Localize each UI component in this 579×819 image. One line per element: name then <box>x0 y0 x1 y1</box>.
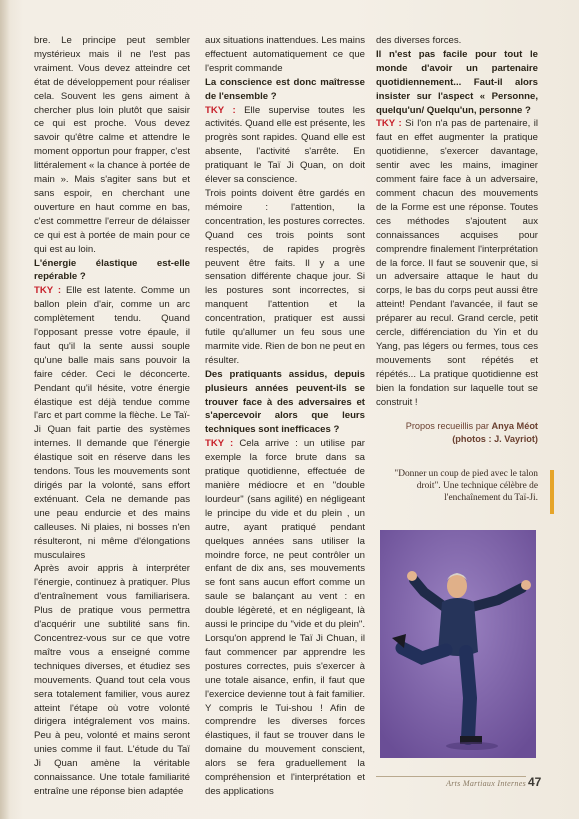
speaker-tag: TKY : <box>205 438 234 450</box>
interview-answer <box>205 437 365 799</box>
credit-author: Anya Méot <box>491 421 538 431</box>
footer-rule <box>376 776 526 777</box>
article-column-2 <box>205 34 365 799</box>
article-credit <box>376 420 538 446</box>
martial-artist-figure <box>380 530 536 758</box>
photo-caption: "Donner un coup de pied avec le talon droit". Une technique célèbre de l'enchaînement du Taï-Ji. <box>394 469 538 503</box>
speaker-tag: TKY : <box>34 285 62 297</box>
page-spine-shadow <box>0 0 10 819</box>
caption-accent-bar <box>550 470 554 514</box>
page-number: 47 <box>528 775 542 789</box>
photo-credit: (photos : J. Vayriot) <box>452 434 538 444</box>
speaker-tag: TKY : <box>376 118 402 130</box>
paragraph: des diverses forces. <box>376 35 462 46</box>
interview-question: L'énergie élastique est-elle repérable ? <box>34 257 190 283</box>
interview-question: Il n'est pas facile pour tout le monde d'avoir un partenaire quotidiennement... Faut-il alors insister sur l'aspect « Personne, quelqu'un/ Quelqu'un, personne ? <box>376 48 538 116</box>
paragraph: Après avoir appris à interpréter l'énergie, continuez à pratiquer. Plus d'entraînement vous familiarisera. Plus de pratique vous permettra d'acquérir une subtilité sans fin. Concentrez-vous sur ce que votre maître vous a enseigné comme techniques diverses, et étudiez ses mouvements. Quand tout cela vous sera totalement familier, vous aurez atteint l'étape où votre volonté dirigera intégralement vos mains. Peu à peu, volonté et mains seront unies comme il faut. L'étude du Taï Ji Quan amène la véritable connaissance. Une totale familiarité entraîne une réponse bien adaptée <box>34 563 190 797</box>
answer-text: Elle supervise toutes les activités. Quand elle est présente, les progrès sont rapides. Quand elle est absente, l'activité s'arrête. En pratiquant le Taï Ji Quan, on doit élever sa conscience. <box>205 104 366 186</box>
interview-answer <box>205 104 365 187</box>
taiji-kick-photo <box>380 530 536 758</box>
article-column-1 <box>34 34 190 799</box>
speaker-tag: TKY : <box>205 104 236 116</box>
paragraph: aux situations inattendues. Les mains effectuent automatiquement ce que l'esprit commande <box>205 35 365 74</box>
answer-text: Cela arrive : un utilise par exemple la force brute dans sa pratique quotidienne, effectuée de manière médiocre et en "double lourdeur" (sans agilité) en négligeant le principe du vide et du plein , un autre, ayant pratiqué pendant quelques années sans utiliser la moindre force, ne peut contrôler un enfant de dix ans, ses mouvements se font sans aucun effort comme un saule se balançant au vent : en double légèreté, et en négligeant, là aussi le principe du "vide et du plein". Lorsqu'on apprend le Taï Ji Chuan, il faut commencer par apprendre les postures correctes, puis s'exercer à une totale aisance, enfin, il faut que l'exercice devienne tout à fait familier. Y compris le Tui-shou ! Afin de comprendre les diverses forces élastiques, il faut se trouver dans le domaine du mouvement conscient, alors se fera graduellement la compréhension et l'interprétation et des applications <box>205 438 365 797</box>
paragraph: Trois points doivent être gardés en mémoire : l'attention, la concentration, les postures correctes. Quand ces trois points sont respectés, de rapides progrès peuvent être faits. Il y a une sensation différente chaque jour. Si les postures sont incorrectes, si manquent l'attention et la concentration, pratiquer est aussi futile qu'allumer un feu sous une marmite vide. Rien de bon ne peut en résulter. <box>205 187 365 366</box>
magazine-name: Arts Martiaux Internes <box>446 779 526 788</box>
answer-text: Elle est latente. Comme un ballon plein d'air, comme un arc complètement tendu. Quand l'opposant presse votre épaule, il faut qu'il la sente aussi souple qu'une balle mais sans pouvoir la faire céder. Ceci le déconcerte. Pendant qu'il hésite, votre énergie élastique est déjà tendue comme l'arc et part comme la flèche. Le Taï-Ji Quan fait partie des systèmes internes. Il demande que l'énergie élastique soit en réserve dans les tendons. Tous les mouvements sont dirigés par la volonté, sans effort exténuant. Cela ne demande pas une peau endurcie et des mains calleuses. Ni plaies, ni bosses n'en résulteront, ni même d'élongations musculaires <box>34 285 190 561</box>
interview-question: La conscience est donc maîtresse de l'ensemble ? <box>205 76 365 102</box>
interview-question: Des pratiquants assidus, depuis plusieurs années peuvent-ils se trouver face à des adversaires et s'apercevoir alors que leurs techniques sont inefficaces ? <box>205 368 365 436</box>
credit-prefix: Propos recueillis par <box>405 421 492 431</box>
answer-text: Si l'on n'a pas de partenaire, il faut en effet augmenter la pratique quotidienne, s'exercer davantage, sentir avec les mains, imaginer comment faire face à un adversaire, comment chacun des mouvements de la Forme est une réponse. Toutes ces méthodes s'ajoutent aux connaissances acquises pour comprendre finalement l'interprétation de la force. Il faut se souvenir que, si un adversaire attaque le haut du corps, le bas du corps peut aussi être atteint! Pendant l'avancée, il faut se préparer au recul. Grand cercle, petit cercle, différenciation du Yin et du Yang, pas légers ou fermes, tous ces mouvements sont répétés et répétés... La pratique quotidienne est bien la fondation sur laquelle tout se construit ! <box>376 118 539 408</box>
paragraph: bre. Le principe peut sembler mystérieux mais il ne l'est pas vraiment. Vous devez atteindre cet état de développement pour réaliser cela. Souvent les gens aiment à chercher plus loin plutôt que saisir ce qui est proche. Vous devez savoir qu'être calme et attendre le moment opportun pour frapper, c'est littéralement « la chance à portée de main ». Mais s'agiter sans but et sans espoir, en cherchant une ouverture en haut comme en bas, c'est commettre l'erreur de délaisser ce qui est à portée de main pour ce qui est au loin. <box>34 35 190 255</box>
interview-answer <box>376 117 538 409</box>
interview-answer <box>34 284 190 562</box>
article-column-3 <box>376 34 538 409</box>
